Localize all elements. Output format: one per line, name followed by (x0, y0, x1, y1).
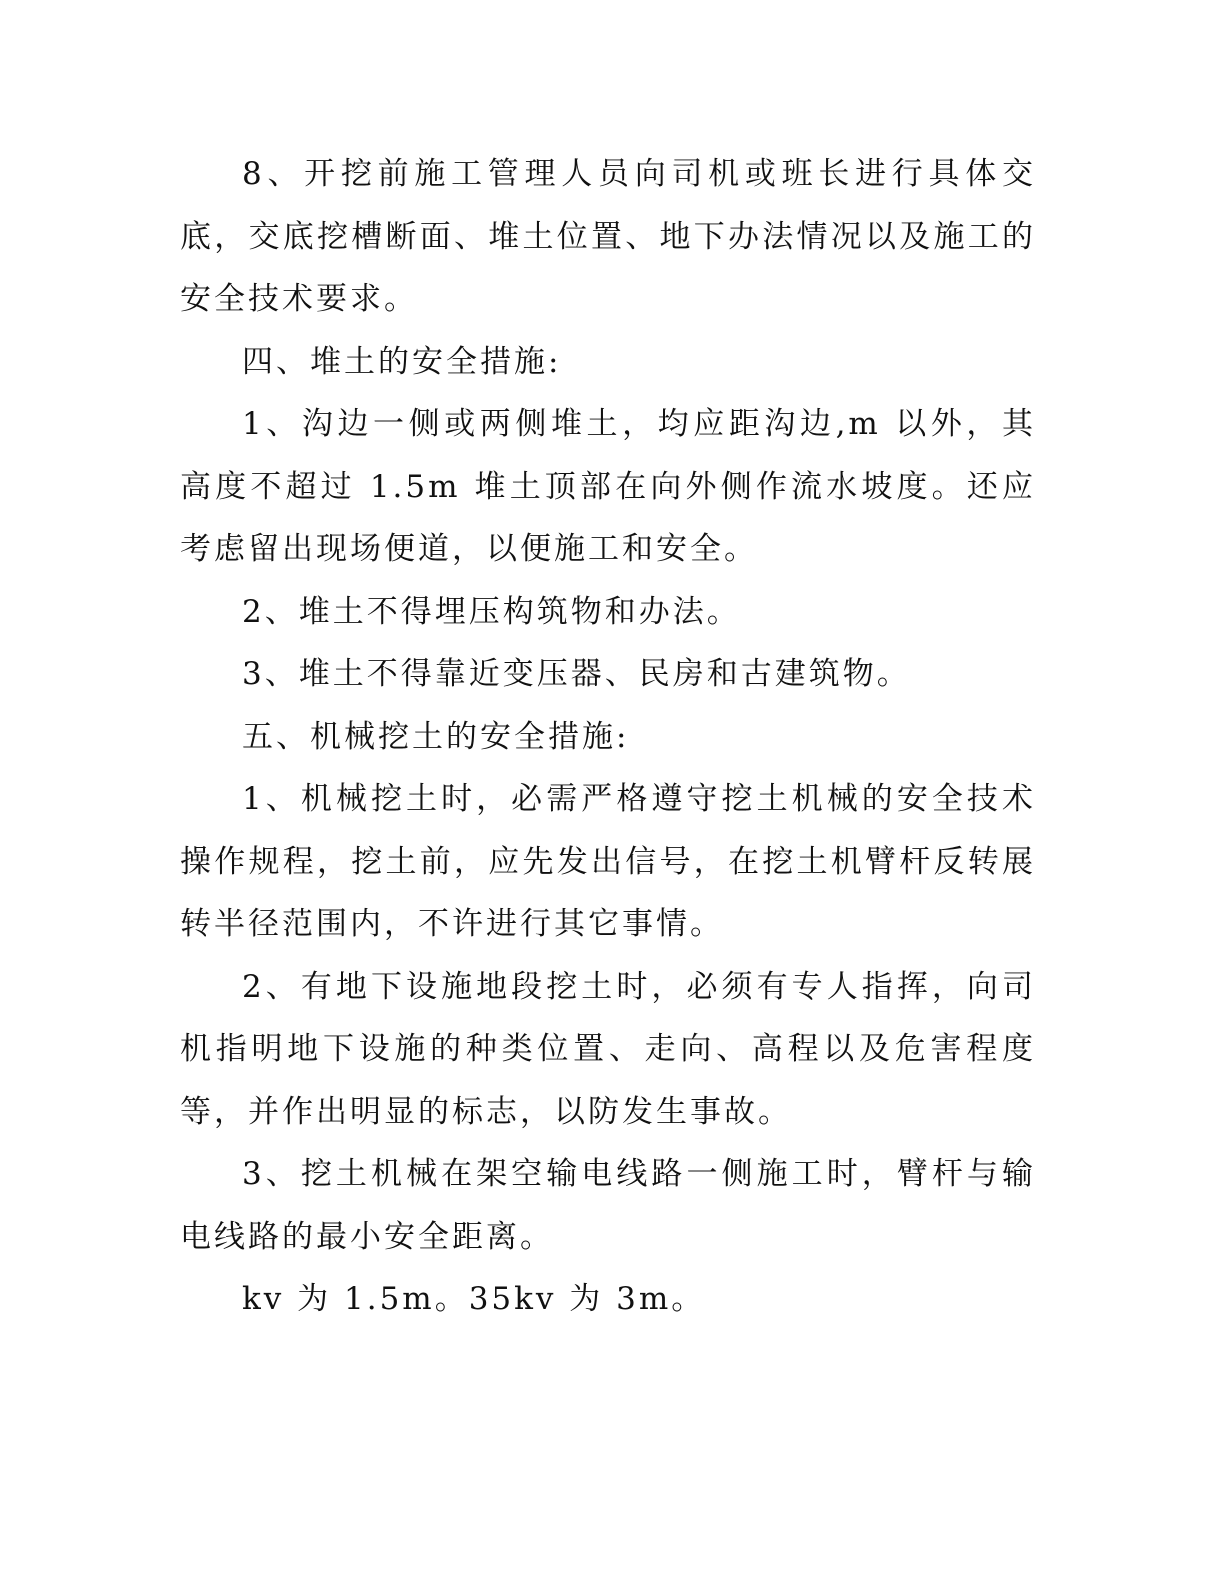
section-heading-soil-piling: 四、堆土的安全措施: (242, 343, 562, 380)
paragraph-item-1-operating-rules: 1、机械挖土时，必需严格遵守挖土机械的安全技术操作规程，挖土前，应先发出信号，在挖土机臂杆反转展转半径范围内，不许进行其它事情。 (180, 781, 1036, 942)
document-body (180, 143, 1036, 1331)
paragraph-item-1-trench-edge: 1、沟边一侧或两侧堆土，均应距沟边,m 以外，其高度不超过 1.5m 堆土顶部在向外侧作流水坡度。还应考虑留出现场便道，以便施工和安全。 (180, 406, 1036, 567)
paragraph-item-8-disclosure: 8、开挖前施工管理人员向司机或班长进行具体交底，交底挖槽断面、堆土位置、地下办法情况以及施工的安全技术要求。 (180, 156, 1036, 317)
section-heading-mechanical-excavation: 五、机械挖土的安全措施: (242, 718, 630, 755)
paragraph-item-2-underground-facilities: 2、有地下设施地段挖土时，必须有专人指挥，向司机指明地下设施的种类位置、走向、高程以及危害程度等，并作出明显的标志，以防发生事故。 (180, 968, 1036, 1130)
paragraph-item-3-keep-distance: 3、堆土不得靠近变压器、民房和古建筑物。 (242, 656, 911, 692)
paragraph-item-3-power-lines: 3、挖土机械在架空输电线路一侧施工时，臂杆与输电线路的最小安全距离。 (180, 1156, 1036, 1255)
paragraph-voltage-distances: kv 为 1.5m。35kv 为 3m。 (242, 1281, 706, 1317)
paragraph-item-2-no-burying: 2、堆土不得埋压构筑物和办法。 (242, 593, 741, 630)
